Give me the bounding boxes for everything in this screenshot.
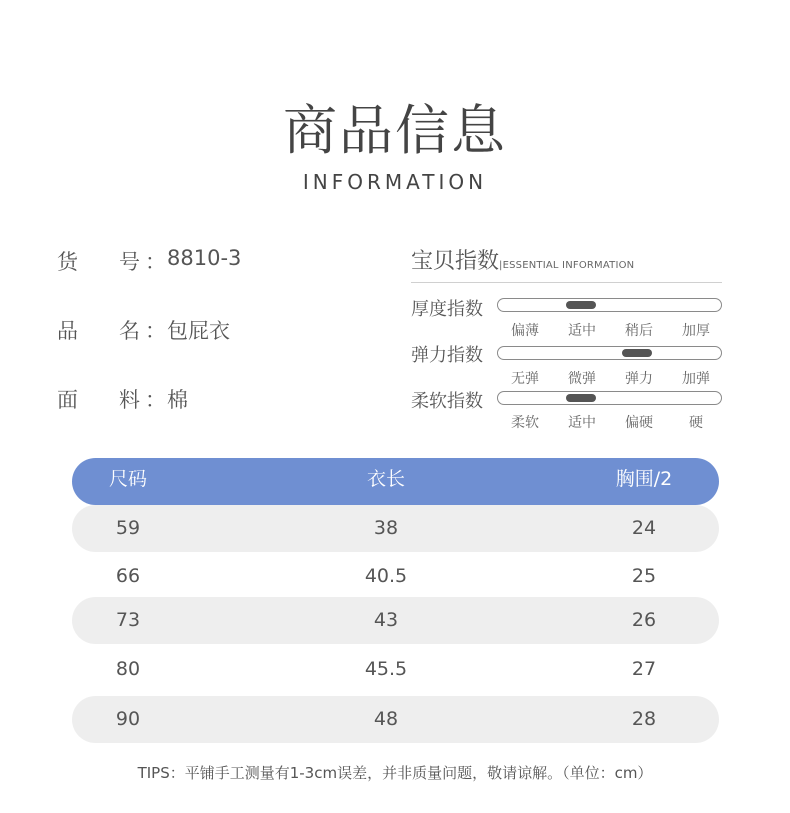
index-track [497,346,722,360]
info-value: 棉 [167,388,188,412]
index-indicator [566,301,596,309]
table-cell: 25 [631,565,657,587]
index-track [497,298,722,312]
table-cell: 48 [373,708,399,730]
table-row [72,505,719,552]
info-key-char: 面 [57,388,78,412]
info-key-char: 品 [57,319,78,343]
info-key-char: 号 [119,250,140,274]
table-header [72,458,719,505]
header-cell: 衣长 [366,468,405,490]
index-indicator [566,394,596,402]
info-colon: ： [145,388,166,412]
index-label: 厚度指数 [411,299,483,320]
index-level: 加厚 [682,323,710,339]
table-cell: 80 [115,658,141,680]
table-row [72,696,719,743]
index-level: 偏硬 [625,415,653,431]
table-cell: 40.5 [364,565,408,587]
index-indicator [622,349,652,357]
page-subtitle: INFORMATION [302,170,488,194]
table-cell: 45.5 [364,658,408,680]
index-level: 弹力 [625,371,653,387]
page-title: 商品信息 [283,99,507,162]
table-cell: 28 [631,708,657,730]
table-row [72,597,719,644]
table-row [72,553,719,600]
index-level: 硬 [689,415,703,431]
index-divider [411,282,722,283]
table-cell: 24 [631,517,657,539]
info-key-char: 货 [57,250,78,274]
header-cell: 尺码 [108,468,147,490]
table-cell: 38 [373,517,399,539]
index-level: 偏薄 [511,323,539,339]
index-level: 微弹 [568,371,596,387]
index-level: 稍后 [625,323,653,339]
info-key-char: 名 [119,319,140,343]
header-cell: 胸围/2 [615,468,673,490]
index-title: 宝贝指数 [411,249,500,274]
info-value: 8810-3 [167,246,242,270]
table-cell: 43 [373,609,399,631]
index-level: 适中 [568,415,596,431]
table-cell: 66 [115,565,141,587]
index-track [497,391,722,405]
index-label: 柔软指数 [411,391,483,412]
table-cell: 73 [115,609,141,631]
index-label: 弹力指数 [411,345,483,366]
table-cell: 26 [631,609,657,631]
info-colon: ： [145,250,166,274]
info-key-char: 料 [119,388,140,412]
index-header [411,244,634,275]
info-colon: ： [145,319,166,343]
tips-note: TIPS：平铺手工测量有1-3cm误差，并非质量问题，敬请谅解。（单位：cm） [137,764,653,782]
info-value: 包屁衣 [167,319,230,343]
index-subtitle: |ESSENTIAL INFORMATION [499,260,635,271]
index-level: 适中 [568,323,596,339]
table-cell: 27 [631,658,657,680]
index-level: 加弹 [682,371,710,387]
table-cell: 59 [115,517,141,539]
table-row [72,646,719,693]
index-level: 无弹 [511,371,539,387]
table-cell: 90 [115,708,141,730]
index-level: 柔软 [511,415,539,431]
